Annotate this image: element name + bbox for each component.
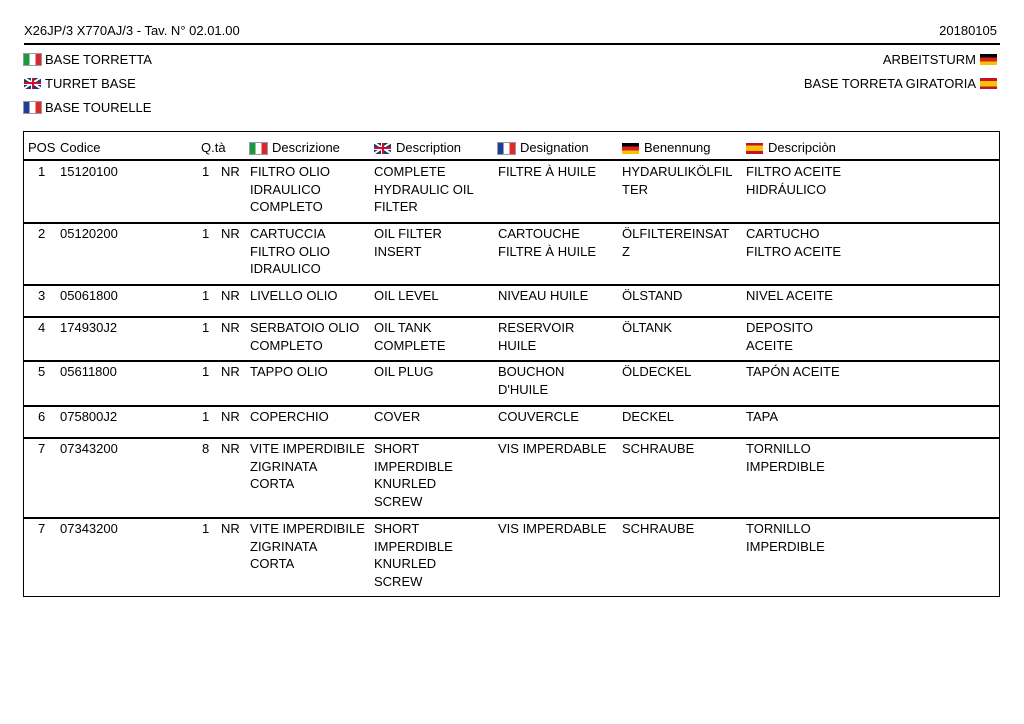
cell-german: ÖLTANK <box>622 320 673 335</box>
title-english <box>24 75 136 91</box>
cell-german: HYDARULIKÖLFIL TER <box>622 164 733 197</box>
cell-unit: NR <box>221 441 240 456</box>
cell-spanish: CARTUCHO FILTRO ACEITE <box>746 226 842 259</box>
cell-english: COVER <box>374 409 421 424</box>
header-pos: POS <box>28 140 56 155</box>
cell-spanish: DEPOSITO ACEITE <box>746 320 813 353</box>
cell-french: COUVERCLE <box>498 409 579 424</box>
header-english: Description <box>374 140 461 156</box>
cell-german: DECKEL <box>622 409 675 424</box>
cell-code: 05061800 <box>60 288 118 303</box>
cell-qty: 1 <box>202 226 210 241</box>
cell-french: VIS IMPERDABLE <box>498 441 607 456</box>
cell-german: ÖLDECKEL <box>622 364 692 379</box>
title-spanish-text: BASE TORRETA GIRATORIA <box>803 75 976 91</box>
cell-german: SCHRAUBE <box>622 521 695 536</box>
header-spanish: Descripciòn <box>746 140 836 156</box>
cell-english: SHORT IMPERDIBLE KNURLED SCREW <box>374 521 453 589</box>
title-italian <box>24 51 152 67</box>
cell-french: BOUCHON D'HUILE <box>498 364 565 397</box>
cell-qty: 1 <box>202 521 210 536</box>
cell-italian: COPERCHIO <box>250 409 329 424</box>
cell-qty: 1 <box>202 164 210 179</box>
cell-qty: 1 <box>202 364 210 379</box>
row-divider <box>24 437 999 439</box>
cell-pos: 4 <box>38 320 46 335</box>
italy-flag-icon <box>250 143 267 154</box>
cell-pos: 6 <box>38 409 46 424</box>
uk-flag-icon <box>24 78 41 89</box>
table-header <box>24 132 999 161</box>
cell-pos: 3 <box>38 288 46 303</box>
row-divider <box>24 316 999 318</box>
france-flag-icon <box>24 102 41 113</box>
header-qty: Q.tà <box>201 140 226 155</box>
cell-english: SHORT IMPERDIBLE KNURLED SCREW <box>374 441 453 509</box>
parts-table <box>23 131 1000 597</box>
cell-unit: NR <box>221 364 240 379</box>
header-italian: Descrizione <box>250 140 340 156</box>
cell-unit: NR <box>221 164 240 179</box>
cell-code: 07343200 <box>60 441 118 456</box>
italy-flag-icon <box>24 54 41 65</box>
cell-french: CARTOUCHE FILTRE À HUILE <box>498 226 597 259</box>
title-german <box>883 51 997 67</box>
row-divider <box>24 517 999 519</box>
header-code: Codice <box>60 140 101 155</box>
cell-french: VIS IMPERDABLE <box>498 521 607 536</box>
cell-italian: CARTUCCIA FILTRO OLIO IDRAULICO <box>250 226 330 276</box>
cell-french: RESERVOIR HUILE <box>498 320 575 353</box>
cell-qty: 8 <box>202 441 210 456</box>
cell-unit: NR <box>221 521 240 536</box>
document-date: 20180105 <box>939 23 997 38</box>
cell-french: NIVEAU HUILE <box>498 288 589 303</box>
cell-pos: 1 <box>38 164 46 179</box>
cell-code: 05120200 <box>60 226 118 241</box>
cell-unit: NR <box>221 320 240 335</box>
cell-english: OIL TANK COMPLETE <box>374 320 446 353</box>
cell-code: 15120100 <box>60 164 118 179</box>
title-spanish <box>804 75 997 91</box>
cell-italian: SERBATOIO OLIO COMPLETO <box>250 320 360 353</box>
row-divider <box>24 222 999 224</box>
row-divider <box>24 360 999 362</box>
cell-pos: 5 <box>38 364 46 379</box>
cell-spanish: TAPÓN ACEITE <box>746 364 840 379</box>
title-french <box>24 99 151 115</box>
spain-flag-icon <box>980 78 997 89</box>
cell-english: OIL FILTER INSERT <box>374 226 442 259</box>
cell-unit: NR <box>221 409 240 424</box>
france-flag-icon <box>498 143 515 154</box>
title-german-text: ARBEITSTURM <box>882 51 976 67</box>
row-divider <box>24 405 999 407</box>
cell-qty: 1 <box>202 320 210 335</box>
header-german: Benennung <box>622 140 711 156</box>
uk-flag-icon <box>374 143 391 154</box>
cell-english: OIL LEVEL <box>374 288 439 303</box>
header-french: Designation <box>498 140 589 156</box>
cell-qty: 1 <box>202 288 210 303</box>
cell-code: 075800J2 <box>60 409 118 424</box>
document-reference: X26JP/3 X770AJ/3 - Tav. N° 02.01.00 <box>24 23 240 38</box>
cell-spanish: TORNILLO IMPERDIBLE <box>746 441 825 474</box>
cell-spanish: TAPA <box>746 409 779 424</box>
cell-code: 05611800 <box>60 364 117 379</box>
cell-german: ÖLFILTEREINSAT Z <box>622 226 730 259</box>
cell-code: 174930J2 <box>60 320 118 335</box>
cell-german: SCHRAUBE <box>622 441 695 456</box>
cell-unit: NR <box>221 288 240 303</box>
cell-unit: NR <box>221 226 240 241</box>
cell-pos: 7 <box>38 521 46 536</box>
cell-french: FILTRE À HUILE <box>498 164 597 179</box>
cell-spanish: TORNILLO IMPERDIBLE <box>746 521 825 554</box>
cell-qty: 1 <box>202 409 210 424</box>
cell-pos: 7 <box>38 441 46 456</box>
germany-flag-icon <box>980 54 997 65</box>
cell-spanish: NIVEL ACEITE <box>746 288 833 303</box>
title-french-text: BASE TOURELLE <box>45 99 152 115</box>
cell-italian: TAPPO OLIO <box>250 364 328 379</box>
cell-italian: VITE IMPERDIBILE ZIGRINATA CORTA <box>250 521 365 571</box>
cell-italian: LIVELLO OLIO <box>250 288 338 303</box>
title-italian-text: BASE TORRETTA <box>45 51 152 67</box>
cell-german: ÖLSTAND <box>622 288 683 303</box>
title-english-text: TURRET BASE <box>45 75 136 91</box>
cell-code: 07343200 <box>60 521 118 536</box>
cell-english: COMPLETE HYDRAULIC OIL FILTER <box>374 164 474 214</box>
cell-italian: VITE IMPERDIBILE ZIGRINATA CORTA <box>250 441 365 491</box>
cell-italian: FILTRO OLIO IDRAULICO COMPLETO <box>250 164 330 214</box>
cell-english: OIL PLUG <box>374 364 434 379</box>
header-divider <box>24 43 1000 45</box>
row-divider <box>24 284 999 286</box>
spain-flag-icon <box>746 143 763 154</box>
cell-spanish: FILTRO ACEITE HIDRÁULICO <box>746 164 842 197</box>
cell-pos: 2 <box>38 226 46 241</box>
germany-flag-icon <box>622 143 639 154</box>
